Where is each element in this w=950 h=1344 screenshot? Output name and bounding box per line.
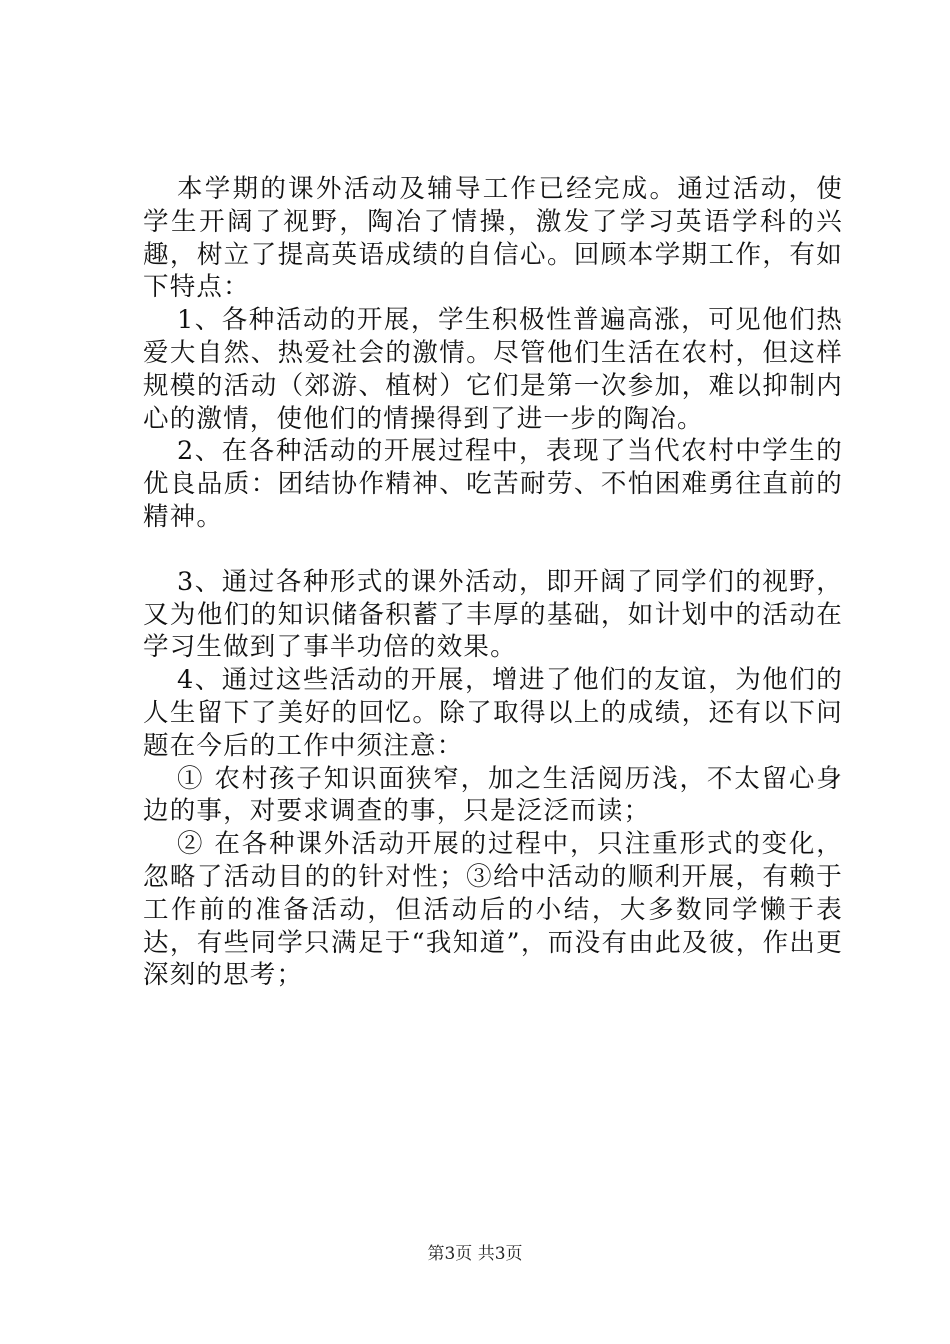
document-body <box>143 173 843 992</box>
paragraph-point-2: 2、在各种活动的开展过程中，表现了当代农村中学生的优良品质：团结协作精神、吃苦耐劳、不怕困难勇往直前的精神。 <box>143 436 843 532</box>
paragraph-issue-2: ② 在各种课外活动开展的过程中，只注重形式的变化，忽略了活动目的的针对性；③给中活动的顺利开展，有赖于工作前的准备活动，但活动后的小结，大多数同学懒于表达，有些同学只满足于“我知道”，而没有由此及彼，作出更深刻的思考； <box>143 829 843 991</box>
paragraph-issue-1: ① 农村孩子知识面狭窄，加之生活阅历浅，不太留心身边的事，对要求调查的事，只是泛泛而读； <box>143 763 843 827</box>
paragraph-point-1: 1、各种活动的开展，学生积极性普遍高涨，可见他们热爱大自然、热爱社会的激情。尽管他们生活在农村，但这样规模的活动（郊游、植树）它们是第一次参加，难以抑制内心的激情，使他们的情操得到了进一步的陶冶。 <box>143 305 843 434</box>
paragraph-point-4: 4、通过这些活动的开展，增进了他们的友谊，为他们的人生留下了美好的回忆。除了取得以上的成绩，还有以下问题在今后的工作中须注意： <box>143 665 843 761</box>
paragraph-point-3: 3、通过各种形式的课外活动，即开阔了同学们的视野，又为他们的知识储备积蓄了丰厚的基础，如计划中的活动在学习生做到了事半功倍的效果。 <box>143 566 843 663</box>
paragraph-intro: 本学期的课外活动及辅导工作已经完成。通过活动，使学生开阔了视野，陶冶了情操，激发了学习英语学科的兴趣，树立了提高英语成绩的自信心。回顾本学期工作，有如下特点： <box>143 174 843 303</box>
page-footer: 第3页 共3页 <box>427 1244 523 1264</box>
